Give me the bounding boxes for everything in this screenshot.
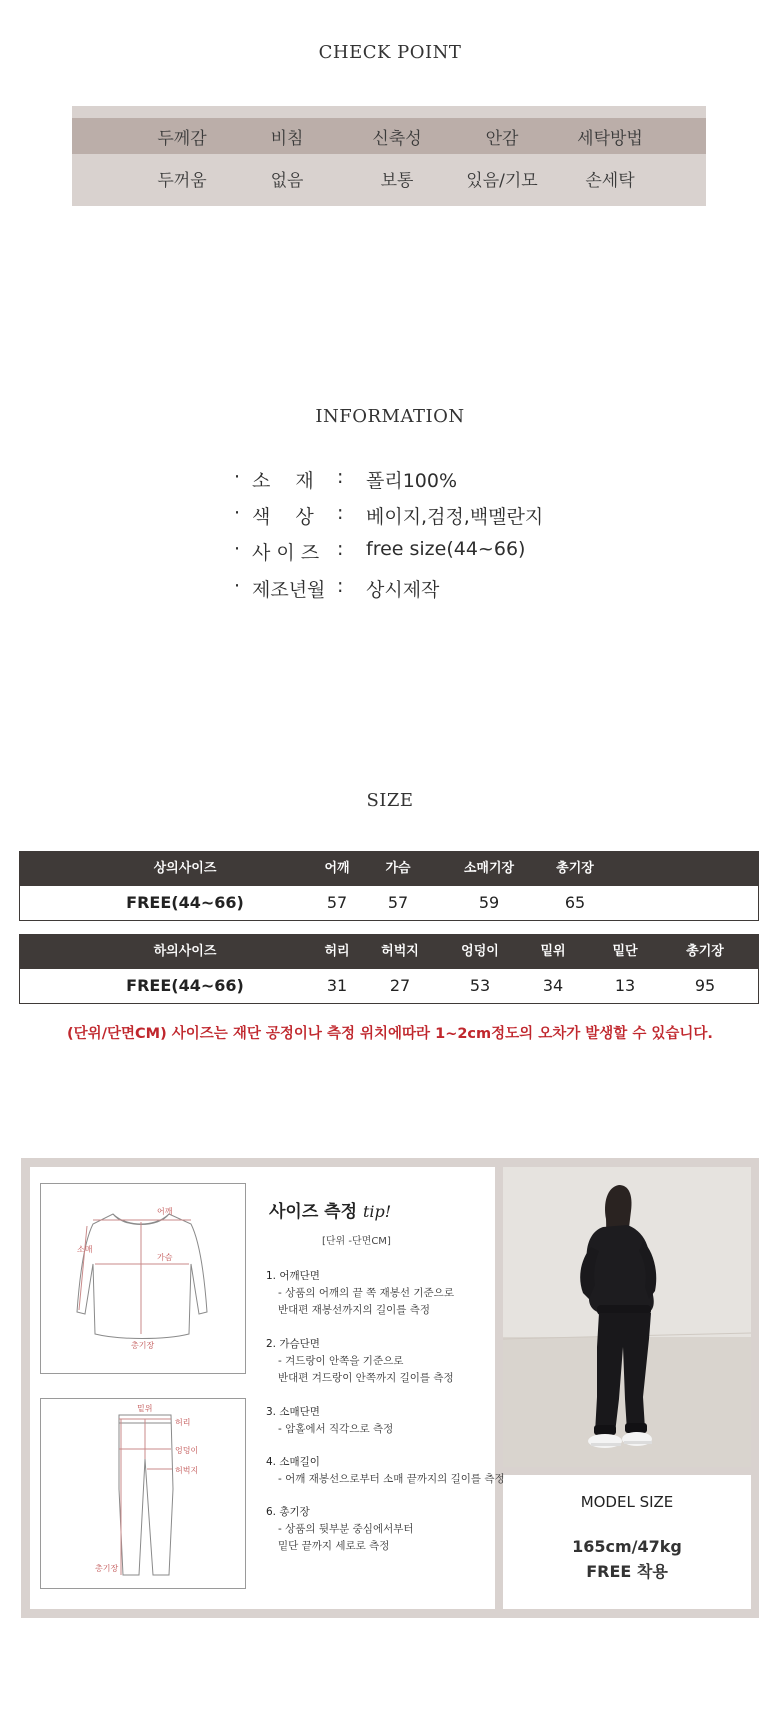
bottom-size-header-length: 총기장	[686, 944, 724, 959]
guide-item-line: 반대편 재봉선까지의 길이를 측정	[278, 1304, 431, 1316]
check-value-lining: 있음/기모	[466, 171, 538, 191]
guide-item-heading: 2. 가슴단면	[266, 1338, 320, 1350]
check-header-thickness: 두께감	[157, 129, 207, 149]
diagram-label-rise: 밑위	[137, 1404, 153, 1413]
check-point-title: CHECK POINT	[318, 42, 462, 63]
top-size-sleeve: 59	[478, 893, 500, 912]
bottom-size-row	[20, 969, 758, 1003]
bottom-size-thigh: 27	[389, 976, 411, 995]
bottom-size-header-label: 하의사이즈	[153, 944, 217, 959]
bottom-size-hip: 53	[469, 976, 491, 995]
top-size-header-length: 총기장	[556, 861, 594, 876]
check-header-stretch: 신축성	[372, 129, 422, 149]
check-header-lining: 안감	[485, 129, 519, 149]
info-value: 상시제작	[366, 579, 440, 601]
top-measure-diagram	[40, 1183, 246, 1374]
info-bullet: ·	[234, 466, 241, 488]
bottom-size-rise: 34	[542, 976, 564, 995]
size-title: SIZE	[366, 790, 414, 811]
check-header-sheer: 비침	[270, 129, 304, 149]
size-guide-title-text: 사이즈 측정	[269, 1202, 358, 1222]
info-colon: :	[337, 538, 344, 560]
info-bullet: ·	[234, 575, 241, 597]
info-value: free size(44~66)	[366, 538, 526, 560]
info-value: 폴리100%	[366, 470, 458, 492]
check-value-thickness: 두꺼움	[157, 171, 207, 191]
diagram-label-top-length: 총기장	[131, 1341, 155, 1350]
pants-measure-diagram	[40, 1398, 246, 1589]
pants-outline-icon	[41, 1399, 245, 1588]
bottom-size-length: 95	[694, 976, 716, 995]
top-size-length: 65	[564, 893, 586, 912]
size-guide-unit: [단위 -단면CM]	[322, 1236, 391, 1247]
guide-item-heading: 4. 소매길이	[266, 1456, 320, 1468]
bottom-size-header-hem: 밑단	[612, 944, 638, 959]
top-size-shoulder: 57	[326, 893, 348, 912]
top-size-header-row	[20, 852, 758, 886]
info-label: 색 상	[252, 506, 314, 528]
guide-item-chest	[266, 1336, 454, 1387]
guide-item-line: - 상품의 뒷부분 중심에서부터	[278, 1523, 414, 1535]
top-size-header-label: 상의사이즈	[153, 861, 217, 876]
guide-item-line: 밑단 끝까지 세로로 측정	[278, 1540, 390, 1552]
top-size-header-shoulder: 어깨	[324, 861, 350, 876]
guide-item-heading: 3. 소매단면	[266, 1406, 320, 1418]
diagram-label-sleeve: 소매	[77, 1245, 93, 1254]
guide-item-shoulder	[266, 1268, 454, 1319]
guide-item-heading: 1. 어깨단면	[266, 1270, 320, 1282]
information-title: INFORMATION	[315, 406, 465, 427]
diagram-label-chest: 가슴	[157, 1253, 173, 1262]
bottom-size-header-thigh: 허벅지	[381, 944, 419, 959]
bottom-size-waist: 31	[326, 976, 348, 995]
diagram-label-hip: 엉덩이	[175, 1446, 199, 1455]
check-point-table	[72, 106, 706, 206]
info-colon: :	[337, 502, 344, 524]
top-size-table	[19, 851, 759, 921]
info-label: 제조년월	[252, 579, 326, 601]
model-photo	[503, 1167, 751, 1467]
top-size-free: FREE(44~66)	[126, 893, 244, 912]
info-colon: :	[337, 466, 344, 488]
bottom-size-free: FREE(44~66)	[126, 976, 244, 995]
size-guide-title	[269, 1197, 391, 1222]
check-value-wash: 손세탁	[585, 171, 635, 191]
size-guide-tip: tip!	[362, 1202, 392, 1221]
check-value-sheer: 없음	[270, 171, 304, 191]
guide-item-line: - 겨드랑이 안쪽을 기준으로	[278, 1355, 404, 1367]
check-value-stretch: 보통	[380, 171, 414, 191]
info-label: 소 재	[252, 470, 314, 492]
guide-item-total-length	[266, 1504, 414, 1555]
top-size-header-chest: 가슴	[385, 861, 411, 876]
bottom-size-table	[19, 934, 759, 1004]
diagram-label-shoulder: 어깨	[157, 1207, 173, 1216]
size-note: (단위/단면CM) 사이즈는 재단 공정이나 측정 위치에따라 1~2cm정도의 오차가 발생할 수 있습니다.	[67, 1026, 713, 1042]
guide-item-line: - 암홀에서 직각으로 측정	[278, 1423, 394, 1435]
top-size-chest: 57	[387, 893, 409, 912]
model-size-label: MODEL SIZE	[580, 1493, 674, 1511]
guide-item-sleeve-length	[266, 1454, 505, 1488]
top-size-row	[20, 886, 758, 920]
info-bullet: ·	[234, 538, 241, 560]
info-colon: :	[337, 575, 344, 597]
bottom-size-header-rise: 밑위	[540, 944, 566, 959]
bottom-size-header-waist: 허리	[324, 944, 350, 959]
info-label: 사 이 즈	[252, 542, 320, 564]
guide-item-line: - 어깨 재봉선으로부터 소매 끝까지의 길이를 측정	[278, 1473, 505, 1485]
info-value: 베이지,검정,백멜란지	[366, 506, 544, 528]
info-bullet: ·	[234, 502, 241, 524]
guide-item-line: 반대편 겨드랑이 안쪽까지 길이를 측정	[278, 1372, 454, 1384]
guide-item-sleeve-width	[266, 1404, 393, 1438]
guide-item-line: - 상품의 어깨의 끝 쪽 재봉선 기준으로	[278, 1287, 454, 1299]
model-size-card	[503, 1475, 751, 1609]
check-header-wash: 세탁방법	[577, 129, 643, 149]
diagram-label-thigh: 허벅지	[175, 1466, 199, 1475]
diagram-label-pants-length: 총기장	[95, 1564, 119, 1573]
bottom-size-header-hip: 엉덩이	[461, 944, 499, 959]
model-height-weight: 165cm/47kg	[572, 1537, 682, 1556]
diagram-label-waist: 허리	[175, 1418, 191, 1427]
guide-item-heading: 6. 총기장	[266, 1506, 310, 1518]
model-wear-size: FREE 착용	[586, 1562, 668, 1581]
bottom-size-hem: 13	[614, 976, 636, 995]
top-size-header-sleeve: 소매기장	[463, 861, 515, 876]
model-figure-icon	[503, 1167, 751, 1467]
bottom-size-header-row	[20, 935, 758, 969]
